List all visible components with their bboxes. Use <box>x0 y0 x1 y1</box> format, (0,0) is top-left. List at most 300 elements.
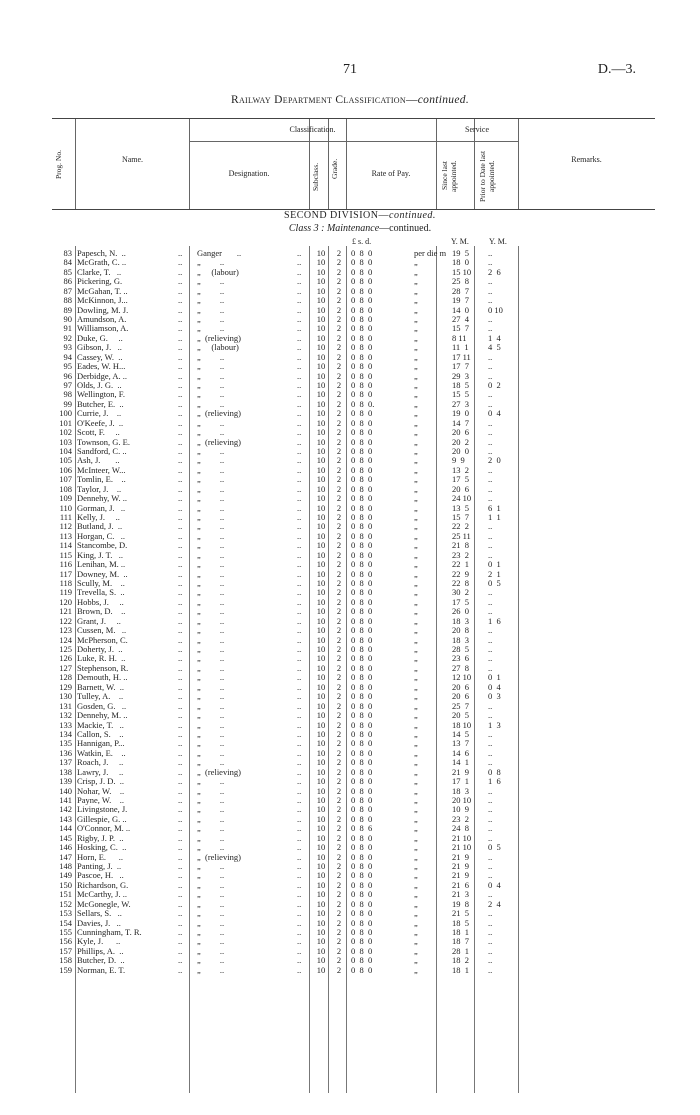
grade: 2 <box>336 295 342 306</box>
designation: „ .. <box>197 889 225 900</box>
prior-to-date: 0 10 <box>488 304 503 315</box>
designation: „ .. <box>197 483 225 494</box>
designation: „ .. <box>197 691 225 702</box>
prog-number: 134 <box>59 728 72 739</box>
table-row <box>0 296 700 305</box>
leader-dots: .. <box>297 766 302 777</box>
leader-dots: .. <box>178 370 183 381</box>
since-last-appointed: 28 7 <box>452 285 469 296</box>
prior-to-date: 1 3 <box>488 719 501 730</box>
grade: 2 <box>336 945 342 956</box>
employee-name: Gosden, G. .. <box>77 701 127 711</box>
grade: 2 <box>336 908 342 919</box>
prior-to-date: .. <box>488 851 493 862</box>
leader-dots: .. <box>297 964 302 975</box>
since-last-appointed: 18 3 <box>452 634 469 645</box>
pay-period: „ <box>414 257 418 268</box>
leader-dots: .. <box>297 427 302 438</box>
grade: 2 <box>336 832 342 843</box>
rate-of-pay: 0 8 0 <box>351 672 373 683</box>
rate-of-pay: 0 8 0 <box>351 691 373 702</box>
designation: „ .. <box>197 832 225 843</box>
prog-number: 157 <box>59 945 72 956</box>
leader-dots: .. <box>178 823 183 834</box>
grade: 2 <box>336 596 342 607</box>
pay-period: „ <box>414 530 418 541</box>
leader-dots: .. <box>297 945 302 956</box>
header-subrule <box>189 141 518 142</box>
leader-dots: .. <box>297 446 302 457</box>
table-row <box>0 721 700 730</box>
grade: 2 <box>336 644 342 655</box>
pay-period: „ <box>414 361 418 372</box>
leader-dots: .. <box>178 380 183 391</box>
class-continued: —continued. <box>379 223 432 234</box>
table-row <box>0 692 700 701</box>
subclass: 10 <box>316 747 326 758</box>
leader-dots: .. <box>297 879 302 890</box>
leader-dots: .. <box>297 351 302 362</box>
table-row <box>0 268 700 277</box>
header-prog-no: Prog. No. <box>54 150 63 180</box>
leader-dots: .. <box>178 578 183 589</box>
subclass: 10 <box>316 851 326 862</box>
subclass: 10 <box>316 936 326 947</box>
table-row <box>0 796 700 805</box>
rate-of-pay: 0 8 0 <box>351 427 373 438</box>
subclass: 10 <box>316 332 326 343</box>
rate-of-pay: 0 8 0 <box>351 304 373 315</box>
table-row <box>0 532 700 541</box>
employee-name: Lenihan, M. .. <box>77 560 126 570</box>
prior-to-date: .. <box>488 955 493 966</box>
grade: 2 <box>336 257 342 268</box>
rate-of-pay: 0 8 0 <box>351 889 373 900</box>
leader-dots: .. <box>297 785 302 796</box>
subclass: 10 <box>316 644 326 655</box>
designation: „ .. <box>197 606 225 617</box>
designation: „ .. <box>197 446 225 457</box>
rate-of-pay: 0 8 0 <box>351 276 373 287</box>
pay-period: „ <box>414 908 418 919</box>
since-last-appointed: 21 6 <box>452 879 469 890</box>
pay-period: „ <box>414 776 418 787</box>
rate-of-pay: 0 8 0 <box>351 483 373 494</box>
grade: 2 <box>336 342 342 353</box>
leader-dots: .. <box>297 776 302 787</box>
leader-dots: .. <box>178 483 183 494</box>
rate-of-pay: 0 8 0 <box>351 955 373 966</box>
employee-name: Downey, M. .. <box>77 569 128 579</box>
leader-dots: .. <box>297 917 302 928</box>
table-row <box>0 588 700 597</box>
pay-period: „ <box>414 804 418 815</box>
prog-number: 91 <box>63 323 72 334</box>
prog-number: 115 <box>59 549 72 560</box>
table-row <box>0 598 700 607</box>
since-last-appointed: 23 2 <box>452 549 469 560</box>
leader-dots: .. <box>178 427 183 438</box>
employee-name: McGahan, T. .. <box>77 286 128 296</box>
grade: 2 <box>336 361 342 372</box>
subclass: 10 <box>316 823 326 834</box>
rate-of-pay: 0 8 0 <box>351 738 373 749</box>
header-rule <box>518 119 519 209</box>
grade: 2 <box>336 417 342 428</box>
prog-number: 151 <box>59 889 72 900</box>
grade: 2 <box>336 710 342 721</box>
leader-dots: .. <box>297 314 302 324</box>
leader-dots: .. <box>297 851 302 862</box>
subclass: 10 <box>316 917 326 928</box>
since-last-appointed: 18 5 <box>452 917 469 928</box>
prog-number: 102 <box>59 427 72 438</box>
prior-to-date: .. <box>488 757 493 768</box>
designation: „ .. <box>197 870 225 881</box>
rate-of-pay: 0 8 0 <box>351 606 373 617</box>
since-last-appointed: 15 7 <box>452 323 469 334</box>
employee-name: McCarthy, J. .. <box>77 890 127 900</box>
pay-period: „ <box>414 285 418 296</box>
designation: „ .. <box>197 898 225 909</box>
grade: 2 <box>336 615 342 626</box>
subclass: 10 <box>316 719 326 730</box>
since-last-appointed: 22 8 <box>452 578 469 589</box>
subclass: 10 <box>316 323 326 334</box>
prog-number: 104 <box>59 446 72 457</box>
prior-to-date: 1 6 <box>488 615 501 626</box>
employee-name: Cussen, M. .. <box>77 626 127 636</box>
table-row <box>0 758 700 767</box>
designation: „ .. <box>197 474 225 485</box>
prog-number: 155 <box>59 926 72 937</box>
since-last-appointed: 18 3 <box>452 615 469 626</box>
subclass: 10 <box>316 728 326 739</box>
prior-to-date: .. <box>488 295 493 306</box>
table-row <box>0 815 700 824</box>
subclass: 10 <box>316 446 326 457</box>
leader-dots: .. <box>297 794 302 805</box>
employee-name: Hobbs, J. .. <box>77 597 124 607</box>
since-last-appointed: 25 7 <box>452 700 469 711</box>
prior-to-date: .. <box>488 700 493 711</box>
leader-dots: .. <box>297 813 302 824</box>
prior-to-date: .. <box>488 257 493 268</box>
pay-period: „ <box>414 606 418 617</box>
rate-of-pay: 0 8 0 <box>351 964 373 975</box>
rate-of-pay: 0 8 0 <box>351 945 373 956</box>
subclass: 10 <box>316 662 326 673</box>
table-row <box>0 485 700 494</box>
employee-name: Sellars, S. .. <box>77 909 122 919</box>
designation: „ .. <box>197 860 225 871</box>
designation: „ .. <box>197 314 225 324</box>
pay-period: „ <box>414 842 418 853</box>
leader-dots: .. <box>178 757 183 768</box>
leader-dots: .. <box>178 832 183 843</box>
table-row <box>0 362 700 371</box>
pay-period: „ <box>414 370 418 381</box>
pay-period: „ <box>414 295 418 306</box>
subclass: 10 <box>316 521 326 532</box>
since-last-appointed: 18 0 <box>452 257 469 268</box>
grade: 2 <box>336 587 342 598</box>
table-row <box>0 428 700 437</box>
designation: „ .. <box>197 936 225 947</box>
designation: „ .. <box>197 540 225 551</box>
leader-dots: .. <box>297 587 302 598</box>
rate-of-pay: 0 8 0 <box>351 587 373 598</box>
designation: „ .. <box>197 276 225 287</box>
subclass: 10 <box>316 578 326 589</box>
since-last-appointed: 22 2 <box>452 521 469 532</box>
leader-dots: .. <box>297 512 302 523</box>
prog-number: 152 <box>59 898 72 909</box>
subclass: 10 <box>316 842 326 853</box>
grade: 2 <box>336 304 342 315</box>
prior-to-date: .. <box>488 738 493 749</box>
table-row <box>0 824 700 833</box>
since-last-appointed: 10 9 <box>452 804 469 815</box>
grade: 2 <box>336 728 342 739</box>
subclass: 10 <box>316 408 326 419</box>
table-row <box>0 749 700 758</box>
subclass: 10 <box>316 502 326 513</box>
prog-number: 106 <box>59 464 72 475</box>
subclass: 10 <box>316 398 326 409</box>
prog-number: 154 <box>59 917 72 928</box>
leader-dots: .. <box>178 860 183 871</box>
employee-name: Duke, G. .. <box>77 333 123 343</box>
leader-dots: .. <box>297 936 302 947</box>
prog-number: 105 <box>59 455 72 466</box>
employee-name: Demouth, H. .. <box>77 673 128 683</box>
table-row <box>0 739 700 748</box>
prog-number: 146 <box>59 842 72 853</box>
prog-number: 95 <box>63 361 72 372</box>
prior-to-date: .. <box>488 644 493 655</box>
designation: „ .. <box>197 285 225 296</box>
pay-period: „ <box>414 634 418 645</box>
employee-name: McPherson, C. <box>77 635 128 645</box>
subclass: 10 <box>316 898 326 909</box>
rate-of-pay: 0 8 0 <box>351 936 373 947</box>
prior-to-date: .. <box>488 464 493 475</box>
employee-name: Papesch, N. .. <box>77 249 126 258</box>
prog-number: 100 <box>59 408 72 419</box>
designation: „ .. <box>197 370 225 381</box>
leader-dots: .. <box>178 766 183 777</box>
prog-number: 120 <box>59 596 72 607</box>
grade: 2 <box>336 804 342 815</box>
employee-name: Williamson, A. <box>77 324 129 334</box>
rate-of-pay: 0 8 0 <box>351 464 373 475</box>
leader-dots: .. <box>297 276 302 287</box>
subclass: 10 <box>316 653 326 664</box>
leader-dots: .. <box>178 512 183 523</box>
grade: 2 <box>336 266 342 277</box>
employee-name: Scott, F. .. <box>77 428 120 438</box>
leader-dots: .. <box>297 493 302 504</box>
grade: 2 <box>336 785 342 796</box>
subclass: 10 <box>316 700 326 711</box>
employee-name: Crisp, J. D. .. <box>77 777 124 787</box>
table-row <box>0 560 700 569</box>
prior-to-date: .. <box>488 625 493 636</box>
since-last-appointed: 23 2 <box>452 813 469 824</box>
leader-dots: .. <box>178 936 183 947</box>
pay-period: „ <box>414 323 418 334</box>
prior-to-date: .. <box>488 417 493 428</box>
rate-of-pay: 0 8 0 <box>351 502 373 513</box>
prog-number: 148 <box>59 860 72 871</box>
subclass: 10 <box>316 596 326 607</box>
prior-to-date: .. <box>488 926 493 937</box>
leader-dots: .. <box>178 464 183 475</box>
employee-name: Gillespie, G. .. <box>77 814 127 824</box>
subclass: 10 <box>316 634 326 645</box>
rate-of-pay: 0 8 0 <box>351 568 373 579</box>
since-last-appointed: 20 2 <box>452 436 469 447</box>
grade: 2 <box>336 926 342 937</box>
leader-dots: .. <box>178 587 183 598</box>
designation: „ .. <box>197 512 225 523</box>
prog-number: 133 <box>59 719 72 730</box>
designation: „ (relieving) <box>197 851 241 862</box>
subclass: 10 <box>316 691 326 702</box>
rate-of-pay: 0 8 0 <box>351 295 373 306</box>
prog-number: 119 <box>59 587 72 598</box>
prior-to-date: .. <box>488 889 493 900</box>
table-row <box>0 447 700 456</box>
prior-to-date: 1 1 <box>488 512 501 523</box>
prog-number: 147 <box>59 851 72 862</box>
leader-dots: .. <box>297 615 302 626</box>
since-last-appointed: 13 5 <box>452 502 469 513</box>
leader-dots: .. <box>178 804 183 815</box>
since-last-appointed: 14 7 <box>452 417 469 428</box>
grade: 2 <box>336 549 342 560</box>
designation: „ .. <box>197 738 225 749</box>
prior-to-date: .. <box>488 248 493 258</box>
table-row <box>0 258 700 267</box>
employee-name: Pickering, G. <box>77 277 123 287</box>
prog-number: 149 <box>59 870 72 881</box>
grade: 2 <box>336 870 342 881</box>
leader-dots: .. <box>178 700 183 711</box>
class-number: Class 3 : <box>288 223 327 234</box>
leader-dots: .. <box>178 681 183 692</box>
header-rule <box>75 119 76 209</box>
table-row <box>0 871 700 880</box>
employee-name: Tomlin, E. .. <box>77 475 126 485</box>
since-last-appointed: 20 10 <box>452 794 472 805</box>
prior-to-date: .. <box>488 323 493 334</box>
prog-number: 132 <box>59 710 72 721</box>
leader-dots: .. <box>178 625 183 636</box>
pay-period: „ <box>414 436 418 447</box>
leader-dots: .. <box>297 860 302 871</box>
leader-dots: .. <box>297 540 302 551</box>
prior-to-date: .. <box>488 936 493 947</box>
subclass: 10 <box>316 483 326 494</box>
pay-period: „ <box>414 314 418 324</box>
grade: 2 <box>336 314 342 324</box>
designation: „ .. <box>197 955 225 966</box>
subclass: 10 <box>316 351 326 362</box>
prog-number: 96 <box>63 370 72 381</box>
grade: 2 <box>336 823 342 834</box>
prog-number: 97 <box>63 380 72 391</box>
pay-period: „ <box>414 502 418 513</box>
rate-of-pay: 0 8 0 <box>351 719 373 730</box>
since-last-appointed: 14 5 <box>452 728 469 739</box>
prog-number: 139 <box>59 776 72 787</box>
header-service: Service <box>465 125 489 134</box>
leader-dots: .. <box>297 295 302 306</box>
prior-to-date: 0 4 <box>488 879 501 890</box>
prior-to-date: .. <box>488 634 493 645</box>
table-row <box>0 494 700 503</box>
designation: „ .. <box>197 427 225 438</box>
rate-of-pay: 0 8 0 <box>351 804 373 815</box>
pay-period: „ <box>414 860 418 871</box>
table-row <box>0 900 700 909</box>
leader-dots: .. <box>297 747 302 758</box>
since-last-appointed: 20 8 <box>452 625 469 636</box>
employee-name: Stancombe, D. <box>77 541 128 551</box>
table-row <box>0 711 700 720</box>
subclass: 10 <box>316 766 326 777</box>
employee-name: Kyle, J. .. <box>77 937 121 947</box>
designation: „ .. <box>197 823 225 834</box>
table-row <box>0 541 700 550</box>
rate-of-pay: 0 8 0 <box>351 257 373 268</box>
table-row <box>0 834 700 843</box>
designation: „ .. <box>197 568 225 579</box>
prog-number: 83 <box>63 248 72 258</box>
grade: 2 <box>336 634 342 645</box>
table-row <box>0 730 700 739</box>
table-row <box>0 937 700 946</box>
grade: 2 <box>336 427 342 438</box>
since-last-appointed: 21 9 <box>452 766 469 777</box>
grade: 2 <box>336 851 342 862</box>
table-row <box>0 249 700 258</box>
pay-period: „ <box>414 587 418 598</box>
employee-name: Trevella, S. .. <box>77 588 125 598</box>
pay-period: „ <box>414 380 418 391</box>
since-last-appointed: 19 0 <box>452 408 469 419</box>
leader-dots: .. <box>297 691 302 702</box>
grade: 2 <box>336 889 342 900</box>
pay-period: „ <box>414 446 418 457</box>
designation: „ .. <box>197 493 225 504</box>
employee-name: Cassey, W. .. <box>77 352 123 362</box>
prior-to-date: 0 1 <box>488 559 501 570</box>
division-label: SECOND DIVISION— <box>284 210 389 221</box>
grade: 2 <box>336 248 342 258</box>
designation: „ .. <box>197 794 225 805</box>
table-row <box>0 626 700 635</box>
since-last-appointed: 22 9 <box>452 568 469 579</box>
pay-period: „ <box>414 728 418 739</box>
designation: „ .. <box>197 361 225 372</box>
prog-number: 108 <box>59 483 72 494</box>
grade: 2 <box>336 540 342 551</box>
prior-to-date: .. <box>488 945 493 956</box>
subclass: 10 <box>316 427 326 438</box>
